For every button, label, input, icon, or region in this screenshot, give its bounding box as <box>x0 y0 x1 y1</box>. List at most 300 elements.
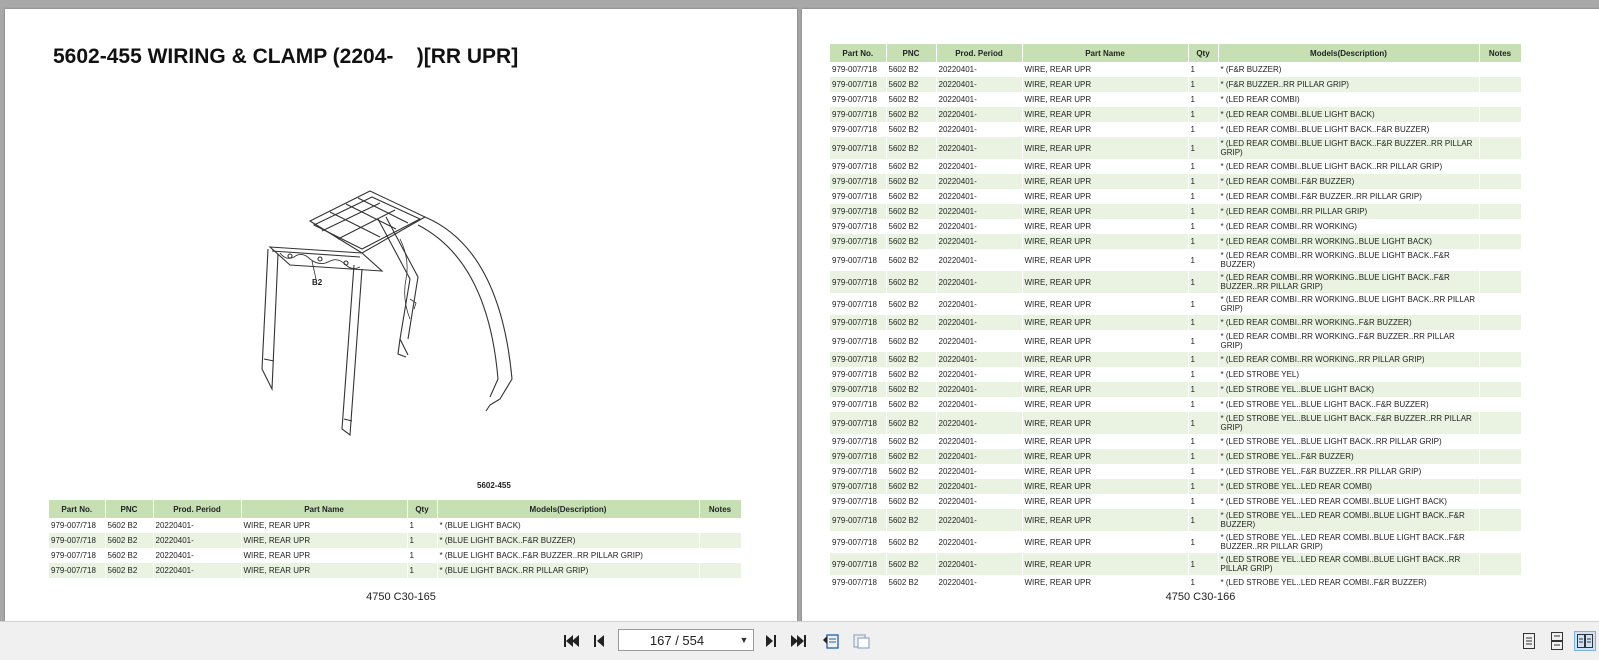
table-cell: 5602 B2 <box>886 249 936 271</box>
table-cell: 979-007/718 <box>49 563 105 578</box>
table-row <box>830 204 1521 219</box>
column-header: Part Name <box>1022 44 1188 62</box>
table-cell: WIRE, REAR UPR <box>1022 62 1188 77</box>
table-cell <box>699 563 741 578</box>
table-cell: 5602 B2 <box>886 412 936 434</box>
table-cell: 5602 B2 <box>105 548 153 563</box>
table-cell: 20220401- <box>936 77 1022 92</box>
table-cell <box>1479 382 1521 397</box>
canopy-wiring-drawing <box>250 179 540 454</box>
continuous-view-icon[interactable] <box>850 631 872 651</box>
table-cell: 1 <box>1188 249 1218 271</box>
table-cell: 1 <box>1188 77 1218 92</box>
table-cell: 20220401- <box>936 293 1022 315</box>
table-cell: 1 <box>1188 382 1218 397</box>
table-cell: 20220401- <box>936 553 1022 575</box>
table-cell <box>1479 249 1521 271</box>
table-cell: 5602 B2 <box>886 174 936 189</box>
table-cell: 5602 B2 <box>886 352 936 367</box>
table-cell <box>1479 219 1521 234</box>
table-cell: 20220401- <box>936 449 1022 464</box>
table-row <box>830 189 1521 204</box>
table-cell: * (LED STROBE YEL..F&R BUZZER) <box>1218 449 1479 464</box>
table-row <box>830 575 1521 590</box>
previous-page-icon[interactable] <box>588 631 610 651</box>
scroll-pages-view-icon[interactable] <box>1546 631 1568 651</box>
table-row <box>830 234 1521 249</box>
table-cell: 5602 B2 <box>105 518 153 533</box>
table-row <box>830 107 1521 122</box>
table-cell: * (LED REAR COMBI..BLUE LIGHT BACK..RR PILLAR GRIP) <box>1218 159 1479 174</box>
table-cell: * (LED REAR COMBI..RR WORKING..F&R BUZZER) <box>1218 315 1479 330</box>
table-row <box>830 122 1521 137</box>
table-cell: 5602 B2 <box>886 449 936 464</box>
table-cell: * (LED STROBE YEL..BLUE LIGHT BACK..F&R BUZZER) <box>1218 397 1479 412</box>
table-cell: WIRE, REAR UPR <box>241 563 407 578</box>
table-cell: * (LED REAR COMBI..RR WORKING..BLUE LIGHT BACK..RR PILLAR GRIP) <box>1218 293 1479 315</box>
table-cell: 20220401- <box>153 563 241 578</box>
table-cell: * (LED STROBE YEL) <box>1218 367 1479 382</box>
table-cell: * (F&R BUZZER) <box>1218 62 1479 77</box>
table-cell <box>1479 494 1521 509</box>
column-header: PNC <box>105 500 153 518</box>
table-cell: 979-007/718 <box>830 412 886 434</box>
table-cell <box>1479 575 1521 590</box>
table-cell: 5602 B2 <box>886 575 936 590</box>
first-page-icon[interactable] <box>560 631 582 651</box>
table-cell: 1 <box>1188 137 1218 159</box>
table-row <box>830 531 1521 553</box>
table-cell: 1 <box>1188 464 1218 479</box>
column-header: PNC <box>886 44 936 62</box>
column-header: Models(Description) <box>1218 44 1479 62</box>
table-cell: 5602 B2 <box>886 509 936 531</box>
table-cell: 20220401- <box>153 518 241 533</box>
table-cell: 1 <box>1188 397 1218 412</box>
table-cell: 979-007/718 <box>830 92 886 107</box>
table-cell: WIRE, REAR UPR <box>1022 531 1188 553</box>
parts-table-left <box>49 500 742 578</box>
table-cell <box>1479 412 1521 434</box>
two-page-view-icon[interactable] <box>1574 631 1596 651</box>
table-cell: 979-007/718 <box>830 293 886 315</box>
table-cell: 1 <box>1188 367 1218 382</box>
table-cell <box>1479 352 1521 367</box>
table-cell: 1 <box>1188 122 1218 137</box>
table-cell <box>1479 62 1521 77</box>
table-cell: WIRE, REAR UPR <box>1022 330 1188 352</box>
table-cell: 5602 B2 <box>886 330 936 352</box>
table-cell: 20220401- <box>936 62 1022 77</box>
table-cell: 5602 B2 <box>105 563 153 578</box>
table-cell: 5602 B2 <box>886 479 936 494</box>
table-cell: * (LED REAR COMBI..F&R BUZZER..RR PILLAR GRIP) <box>1218 189 1479 204</box>
figure-caption: 5602-455 <box>477 481 511 490</box>
table-cell: 979-007/718 <box>830 77 886 92</box>
document-page-right <box>802 9 1599 621</box>
table-cell: * (LED REAR COMBI) <box>1218 92 1479 107</box>
table-cell: 5602 B2 <box>886 204 936 219</box>
table-cell: 979-007/718 <box>830 509 886 531</box>
table-cell: 20220401- <box>153 548 241 563</box>
page-title: 5602-455 WIRING & CLAMP (2204- )[RR UPR] <box>53 45 519 68</box>
table-cell: 979-007/718 <box>830 575 886 590</box>
table-cell: 20220401- <box>936 494 1022 509</box>
table-cell: 979-007/718 <box>830 367 886 382</box>
table-cell: 979-007/718 <box>830 382 886 397</box>
table-cell: WIRE, REAR UPR <box>1022 434 1188 449</box>
table-cell: 20220401- <box>936 234 1022 249</box>
table-cell: WIRE, REAR UPR <box>1022 315 1188 330</box>
table-cell <box>1479 293 1521 315</box>
table-cell: 20220401- <box>936 189 1022 204</box>
table-cell: 979-007/718 <box>49 518 105 533</box>
table-cell: 5602 B2 <box>886 77 936 92</box>
table-header-row <box>830 44 1521 62</box>
page-indicator[interactable]: 167 / 554 <box>649 632 705 648</box>
table-cell <box>1479 234 1521 249</box>
column-header: Models(Description) <box>437 500 699 518</box>
table-row <box>830 434 1521 449</box>
table-cell: 1 <box>1188 92 1218 107</box>
table-cell: 1 <box>1188 293 1218 315</box>
table-cell: * (LED REAR COMBI..RR WORKING..BLUE LIGHT BACK..F&R BUZZER..RR PILLAR GRIP) <box>1218 271 1479 293</box>
document-page-left <box>5 9 797 621</box>
table-cell: 979-007/718 <box>830 122 886 137</box>
table-cell: 979-007/718 <box>830 159 886 174</box>
column-header: Qty <box>1188 44 1218 62</box>
table-cell: 5602 B2 <box>886 62 936 77</box>
table-cell <box>1479 434 1521 449</box>
table-cell <box>1479 189 1521 204</box>
table-cell: * (LED STROBE YEL..BLUE LIGHT BACK..RR PILLAR GRIP) <box>1218 434 1479 449</box>
table-cell: WIRE, REAR UPR <box>1022 137 1188 159</box>
table-cell: WIRE, REAR UPR <box>1022 189 1188 204</box>
parts-table-right <box>830 44 1522 590</box>
table-cell: * (LED REAR COMBI..F&R BUZZER) <box>1218 174 1479 189</box>
table-cell: WIRE, REAR UPR <box>1022 122 1188 137</box>
table-cell: 1 <box>1188 219 1218 234</box>
table-cell: WIRE, REAR UPR <box>1022 174 1188 189</box>
table-cell: 1 <box>1188 531 1218 553</box>
table-row <box>830 412 1521 434</box>
table-cell <box>1479 137 1521 159</box>
table-cell: 979-007/718 <box>49 548 105 563</box>
table-cell: 20220401- <box>936 434 1022 449</box>
table-cell: 979-007/718 <box>830 62 886 77</box>
table-cell: 1 <box>1188 412 1218 434</box>
table-row <box>830 553 1521 575</box>
table-row <box>830 352 1521 367</box>
table-cell: 1 <box>1188 234 1218 249</box>
table-row <box>49 518 741 533</box>
table-cell: WIRE, REAR UPR <box>1022 464 1188 479</box>
chevron-down-icon[interactable]: ▼ <box>739 635 749 645</box>
table-cell: 1 <box>1188 509 1218 531</box>
table-row <box>830 77 1521 92</box>
table-cell: 5602 B2 <box>886 315 936 330</box>
table-cell: 1 <box>407 548 437 563</box>
table-cell <box>1479 553 1521 575</box>
table-row <box>830 137 1521 159</box>
table-cell <box>1479 122 1521 137</box>
table-cell: * (LED REAR COMBI..RR WORKING..F&R BUZZER..RR PILLAR GRIP) <box>1218 330 1479 352</box>
table-cell <box>1479 367 1521 382</box>
table-cell: * (BLUE LIGHT BACK..RR PILLAR GRIP) <box>437 563 699 578</box>
table-cell <box>1479 479 1521 494</box>
table-cell: 1 <box>1188 159 1218 174</box>
table-cell: WIRE, REAR UPR <box>1022 553 1188 575</box>
table-cell: WIRE, REAR UPR <box>1022 293 1188 315</box>
table-cell: * (LED STROBE YEL..LED REAR COMBI..BLUE LIGHT BACK..RR PILLAR GRIP) <box>1218 553 1479 575</box>
table-cell: WIRE, REAR UPR <box>1022 204 1188 219</box>
table-cell: 5602 B2 <box>886 531 936 553</box>
table-cell: 5602 B2 <box>886 92 936 107</box>
table-cell: 979-007/718 <box>830 330 886 352</box>
table-cell: WIRE, REAR UPR <box>1022 219 1188 234</box>
table-cell: * (LED STROBE YEL..LED REAR COMBI..BLUE LIGHT BACK..F&R BUZZER) <box>1218 509 1479 531</box>
table-cell: * (LED STROBE YEL..LED REAR COMBI..F&R BUZZER) <box>1218 575 1479 590</box>
table-cell: WIRE, REAR UPR <box>1022 397 1188 412</box>
table-cell: 20220401- <box>936 122 1022 137</box>
table-cell: * (BLUE LIGHT BACK..F&R BUZZER) <box>437 533 699 548</box>
last-page-icon[interactable] <box>788 631 810 651</box>
table-cell: 1 <box>1188 271 1218 293</box>
table-cell: 5602 B2 <box>886 219 936 234</box>
table-cell: WIRE, REAR UPR <box>1022 382 1188 397</box>
table-cell: * (LED REAR COMBI..RR WORKING..BLUE LIGHT BACK) <box>1218 234 1479 249</box>
table-cell <box>1479 271 1521 293</box>
table-cell: 1 <box>1188 479 1218 494</box>
table-cell: 20220401- <box>936 174 1022 189</box>
table-cell: 20220401- <box>936 397 1022 412</box>
table-row <box>830 249 1521 271</box>
table-cell: 20220401- <box>936 204 1022 219</box>
table-cell: 5602 B2 <box>886 137 936 159</box>
viewer-toolbar <box>0 621 1599 660</box>
table-row <box>830 293 1521 315</box>
table-row <box>830 464 1521 479</box>
table-cell: * (LED REAR COMBI..BLUE LIGHT BACK..F&R BUZZER) <box>1218 122 1479 137</box>
table-cell: 979-007/718 <box>830 464 886 479</box>
table-cell <box>1479 107 1521 122</box>
table-row <box>49 548 741 563</box>
table-cell <box>1479 159 1521 174</box>
table-cell: WIRE, REAR UPR <box>1022 77 1188 92</box>
table-cell: WIRE, REAR UPR <box>1022 107 1188 122</box>
table-cell: * (LED REAR COMBI..RR PILLAR GRIP) <box>1218 204 1479 219</box>
table-cell: 5602 B2 <box>886 367 936 382</box>
table-cell: WIRE, REAR UPR <box>1022 367 1188 382</box>
table-cell: 20220401- <box>153 533 241 548</box>
table-cell <box>1479 77 1521 92</box>
table-cell: WIRE, REAR UPR <box>1022 509 1188 531</box>
table-cell: 1 <box>1188 189 1218 204</box>
table-cell: 979-007/718 <box>830 449 886 464</box>
table-cell: 979-007/718 <box>830 397 886 412</box>
table-cell: 20220401- <box>936 107 1022 122</box>
table-cell: * (LED REAR COMBI..RR WORKING..RR PILLAR GRIP) <box>1218 352 1479 367</box>
table-cell: 5602 B2 <box>886 107 936 122</box>
table-cell: 979-007/718 <box>830 189 886 204</box>
table-cell: 5602 B2 <box>886 397 936 412</box>
single-page-view-icon[interactable] <box>1518 631 1540 651</box>
table-cell: 1 <box>1188 62 1218 77</box>
table-cell: WIRE, REAR UPR <box>1022 479 1188 494</box>
table-cell: 1 <box>1188 352 1218 367</box>
table-cell: * (BLUE LIGHT BACK..F&R BUZZER..RR PILLAR GRIP) <box>437 548 699 563</box>
table-cell: 979-007/718 <box>830 271 886 293</box>
table-cell: 979-007/718 <box>830 531 886 553</box>
table-cell: 1 <box>1188 553 1218 575</box>
table-cell: 20220401- <box>936 509 1022 531</box>
table-cell: WIRE, REAR UPR <box>1022 159 1188 174</box>
table-row <box>49 563 741 578</box>
table-cell: WIRE, REAR UPR <box>1022 234 1188 249</box>
table-cell: * (LED REAR COMBI..RR WORKING) <box>1218 219 1479 234</box>
column-header: Part No. <box>49 500 105 518</box>
table-cell <box>1479 330 1521 352</box>
table-cell: 20220401- <box>936 137 1022 159</box>
table-cell: 1 <box>1188 315 1218 330</box>
table-cell: 1 <box>407 563 437 578</box>
table-cell: 1 <box>1188 434 1218 449</box>
table-cell: 979-007/718 <box>830 479 886 494</box>
table-row <box>830 315 1521 330</box>
table-cell: 20220401- <box>936 92 1022 107</box>
column-header: Qty <box>407 500 437 518</box>
table-cell: 979-007/718 <box>830 553 886 575</box>
table-cell: 1 <box>1188 575 1218 590</box>
page-footer: 4750 C30-165 <box>366 591 436 603</box>
table-cell: 5602 B2 <box>886 553 936 575</box>
table-cell: WIRE, REAR UPR <box>1022 249 1188 271</box>
table-cell: 5602 B2 <box>886 464 936 479</box>
table-row <box>49 533 741 548</box>
table-cell: * (LED STROBE YEL..BLUE LIGHT BACK) <box>1218 382 1479 397</box>
column-header: Notes <box>699 500 741 518</box>
table-cell: WIRE, REAR UPR <box>1022 352 1188 367</box>
table-row <box>830 62 1521 77</box>
table-cell: * (LED REAR COMBI..RR WORKING..BLUE LIGHT BACK..F&R BUZZER) <box>1218 249 1479 271</box>
table-cell: WIRE, REAR UPR <box>1022 92 1188 107</box>
table-cell: 20220401- <box>936 219 1022 234</box>
column-header: Part No. <box>830 44 886 62</box>
table-row <box>830 330 1521 352</box>
table-cell <box>699 548 741 563</box>
table-row <box>830 219 1521 234</box>
table-cell: 979-007/718 <box>830 352 886 367</box>
table-cell: 979-007/718 <box>830 137 886 159</box>
table-cell: 1 <box>1188 107 1218 122</box>
table-cell: 1 <box>1188 204 1218 219</box>
table-row <box>830 479 1521 494</box>
table-cell: WIRE, REAR UPR <box>1022 412 1188 434</box>
table-cell: 20220401- <box>936 159 1022 174</box>
table-cell: WIRE, REAR UPR <box>241 518 407 533</box>
column-header: Prod. Period <box>936 44 1022 62</box>
table-cell <box>1479 92 1521 107</box>
table-cell: 979-007/718 <box>49 533 105 548</box>
table-cell <box>699 518 741 533</box>
table-cell: WIRE, REAR UPR <box>1022 271 1188 293</box>
rotate-view-icon[interactable] <box>820 631 842 651</box>
table-cell <box>1479 464 1521 479</box>
table-cell: 979-007/718 <box>830 494 886 509</box>
table-row <box>830 382 1521 397</box>
table-cell <box>1479 174 1521 189</box>
table-cell: 979-007/718 <box>830 434 886 449</box>
table-row <box>830 159 1521 174</box>
table-cell: * (LED STROBE YEL..LED REAR COMBI..BLUE LIGHT BACK) <box>1218 494 1479 509</box>
table-cell: 20220401- <box>936 382 1022 397</box>
table-cell: 5602 B2 <box>886 494 936 509</box>
table-cell: 1 <box>1188 330 1218 352</box>
table-cell: 1 <box>407 518 437 533</box>
table-cell: WIRE, REAR UPR <box>1022 449 1188 464</box>
table-row <box>830 449 1521 464</box>
table-cell <box>1479 315 1521 330</box>
table-cell: 5602 B2 <box>105 533 153 548</box>
table-cell: 5602 B2 <box>886 382 936 397</box>
table-cell: 20220401- <box>936 352 1022 367</box>
page-number-select[interactable] <box>618 629 754 651</box>
table-cell <box>1479 449 1521 464</box>
table-cell: * (F&R BUZZER..RR PILLAR GRIP) <box>1218 77 1479 92</box>
table-row <box>830 271 1521 293</box>
table-cell: 979-007/718 <box>830 249 886 271</box>
table-cell: 5602 B2 <box>886 189 936 204</box>
table-cell: WIRE, REAR UPR <box>241 533 407 548</box>
table-row <box>830 509 1521 531</box>
table-cell: 979-007/718 <box>830 107 886 122</box>
table-cell: * (LED STROBE YEL..F&R BUZZER..RR PILLAR GRIP) <box>1218 464 1479 479</box>
table-cell: 20220401- <box>936 531 1022 553</box>
table-row <box>830 367 1521 382</box>
table-cell: 1 <box>1188 494 1218 509</box>
table-row <box>830 494 1521 509</box>
table-cell: * (LED STROBE YEL..BLUE LIGHT BACK..F&R BUZZER..RR PILLAR GRIP) <box>1218 412 1479 434</box>
table-cell: 979-007/718 <box>830 315 886 330</box>
column-header: Part Name <box>241 500 407 518</box>
table-cell <box>1479 397 1521 412</box>
table-cell: * (LED REAR COMBI..BLUE LIGHT BACK) <box>1218 107 1479 122</box>
table-cell: 20220401- <box>936 315 1022 330</box>
table-cell: 20220401- <box>936 330 1022 352</box>
table-cell: WIRE, REAR UPR <box>241 548 407 563</box>
column-header: Notes <box>1479 44 1521 62</box>
table-cell: * (LED STROBE YEL..LED REAR COMBI..BLUE LIGHT BACK..F&R BUZZER..RR PILLAR GRIP) <box>1218 531 1479 553</box>
table-cell: 20220401- <box>936 367 1022 382</box>
table-cell: 1 <box>1188 174 1218 189</box>
table-header-row <box>49 500 741 518</box>
table-cell: * (BLUE LIGHT BACK) <box>437 518 699 533</box>
table-cell: 20220401- <box>936 479 1022 494</box>
table-cell: 5602 B2 <box>886 293 936 315</box>
table-cell: 20220401- <box>936 575 1022 590</box>
table-cell: 979-007/718 <box>830 219 886 234</box>
table-row <box>830 397 1521 412</box>
column-header: Prod. Period <box>153 500 241 518</box>
next-page-icon[interactable] <box>760 631 782 651</box>
table-cell: 979-007/718 <box>830 234 886 249</box>
table-cell <box>1479 509 1521 531</box>
table-cell: 5602 B2 <box>886 234 936 249</box>
table-cell: 1 <box>1188 449 1218 464</box>
table-cell: 5602 B2 <box>886 159 936 174</box>
table-cell: 5602 B2 <box>886 271 936 293</box>
table-cell: 979-007/718 <box>830 204 886 219</box>
